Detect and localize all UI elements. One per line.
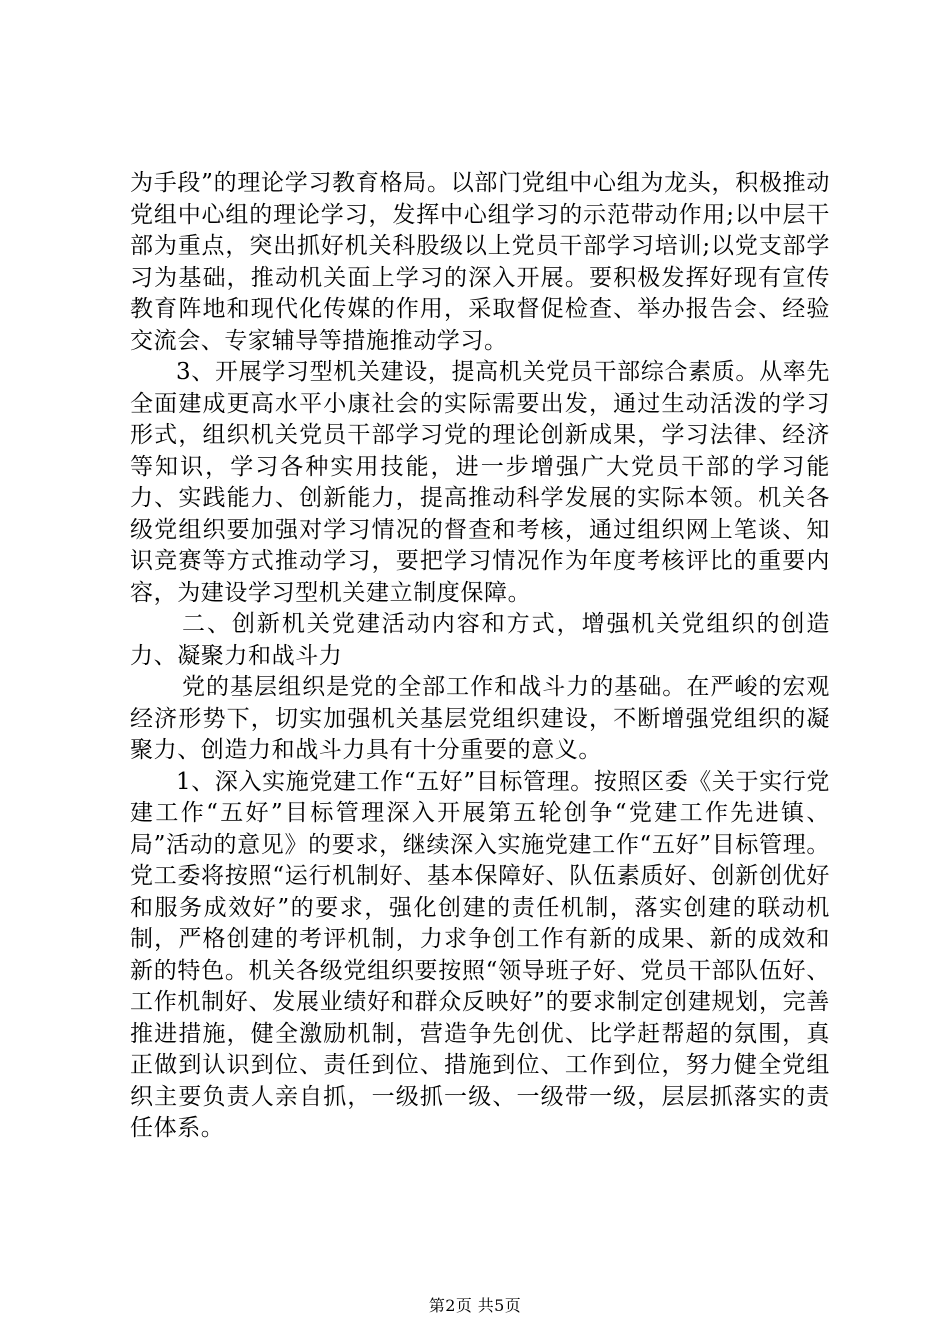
paragraph-item-3: 3、开展学习型机关建设，提高机关党员干部综合素质。从率先全面建成更高水平小康社会的实际需要出发，通过生动活泼的学习形式，组织机关党员干部学习党的理论创新成果，学习法律、经济等知识，学习各种实用技能，进一步增强广大党员干部的学习能力、实践能力、创新能力，提高推动科学发展的实际本领。机关各级党组织要加强对学习情况的督查和考核，通过组织网上笔谈、知识竞赛等方式推动学习，要把学习情况作为年度考核评比的重要内容，为建设学习型机关建立制度保障。 — [130, 359, 830, 606]
page-number-footer: 第2页 共5页 — [428, 1296, 522, 1315]
paragraph-intro: 党的基层组织是党的全部工作和战斗力的基础。在严峻的宏观经济形势下，切实加强机关基层党组织建设，不断增强党组织的凝聚力、创造力和战斗力具有十分重要的意义。 — [130, 674, 830, 763]
paragraph-continued: 为手段”的理论学习教育格局。以部门党组中心组为龙头，积极推动党组中心组的理论学习，发挥中心组学习的示范带动作用;以中层干部为重点，突出抓好机关科股级以上党员干部学习培训;以党支部学习为基础，推动机关面上学习的深入开展。要积极发挥好现有宣传教育阵地和现代化传媒的作用，采取督促检查、举办报告会、经验交流会、专家辅导等措施推动学习。 — [130, 170, 830, 354]
document-body — [130, 168, 830, 1145]
section-heading-2: 二、创新机关党建活动内容和方式，增强机关党组织的创造力、凝聚力和战斗力 — [130, 611, 830, 669]
paragraph-item-1: 1、深入实施党建工作“五好”目标管理。按照区委《关于实行党建工作“五好”目标管理深入开展第五轮创争“党建工作先进镇、局”活动的意见》的要求，继续深入实施党建工作“五好”目标管理。党工委将按照“运行机制好、基本保障好、队伍素质好、创新创优好和服务成效好”的要求，强化创建的责任机制，落实创建的联动机制，严格创建的考评机制，力求争创工作有新的成果、新的成效和新的特色。机关各级党组织要按照“领导班子好、党员干部队伍好、工作机制好、发展业绩好和群众反映好”的要求制定创建规划，完善推进措施，健全激励机制，营造争先创优、比学赶帮超的氛围，真正做到认识到位、责任到位、措施到位、工作到位，努力健全党组织主要负责人亲自抓，一级抓一级、一级带一级，层层抓落实的责任体系。 — [130, 768, 830, 1141]
